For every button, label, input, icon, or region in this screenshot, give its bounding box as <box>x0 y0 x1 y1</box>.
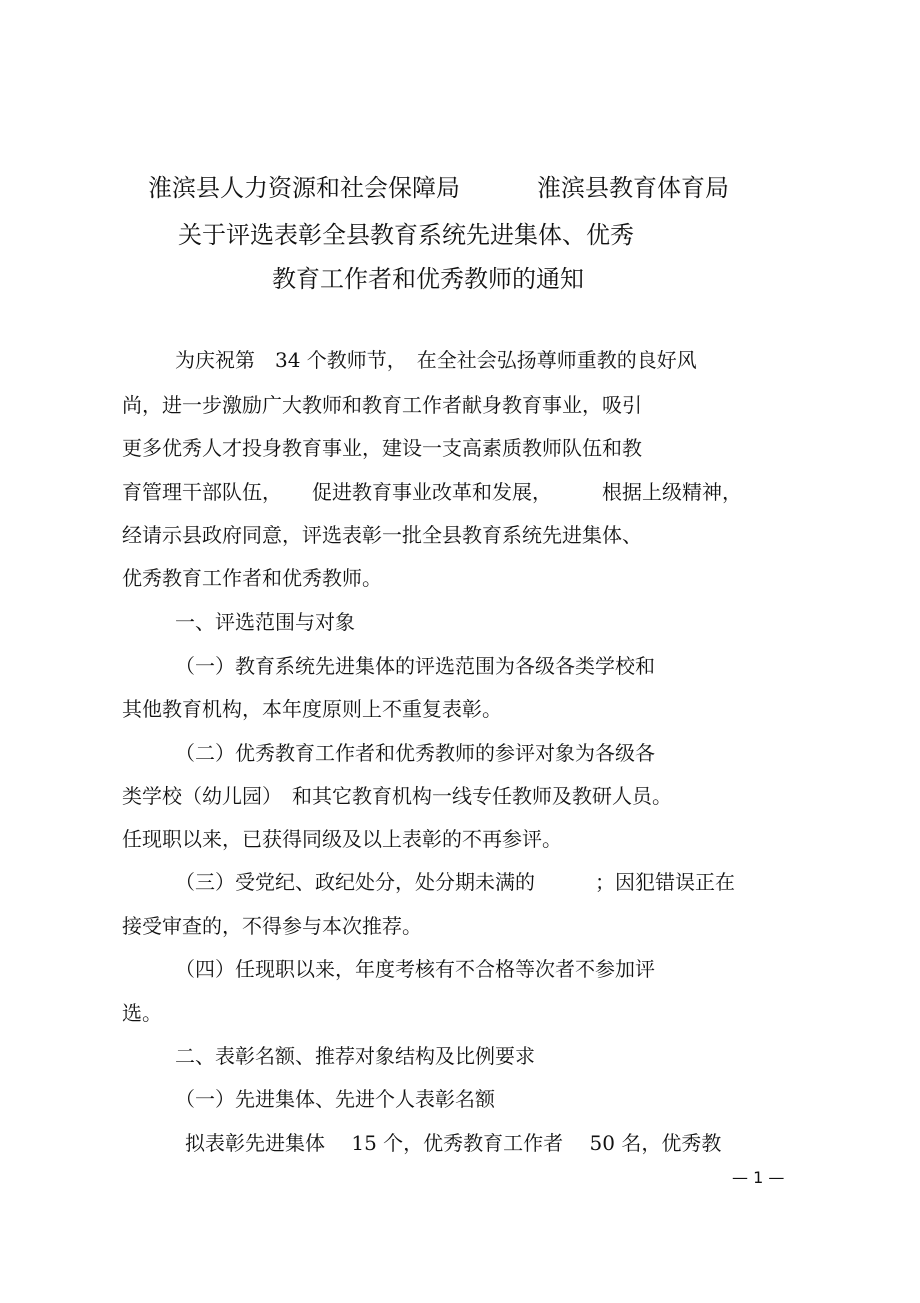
body-line: 更多优秀人才投身教育事业，建设一支高素质教师队伍和教 <box>122 436 642 460</box>
body-line: 类学校（幼儿园） 和其它教育机构一线专任教师及教研人员。 <box>122 784 672 808</box>
body-line: （一）教育系统先进集体的评选范围为各级各类学校和 <box>175 654 655 678</box>
issuer-hrss-bureau: 淮滨县人力资源和社会保障局 <box>148 174 460 202</box>
body-line: 经请示县政府同意，评选表彰一批全县教育系统先进集体、 <box>122 523 642 547</box>
body-line: 尚，进一步激励广大教师和教育工作者献身教育事业，吸引 <box>122 393 642 417</box>
notice-title-line-3: 教育工作者和优秀教师的通知 <box>272 265 584 293</box>
body-line: （三）受党纪、政纪处分，处分期未满的 ；因犯错误正在 <box>175 870 735 894</box>
body-line: 任现职以来，已获得同级及以上表彰的不再参评。 <box>122 827 562 851</box>
body-line: 选。 <box>122 1001 162 1025</box>
notice-title-line-2: 关于评选表彰全县教育系统先进集体、优秀 <box>178 221 634 249</box>
subsection-heading: （一）先进集体、先进个人表彰名额 <box>175 1087 495 1111</box>
section-heading-1: 一、评选范围与对象 <box>175 610 355 634</box>
issuer-education-bureau: 淮滨县教育体育局 <box>537 174 729 202</box>
page-number: — 1 — <box>732 1168 785 1187</box>
body-line: （四）任现职以来，年度考核有不合格等次者不参加评 <box>175 957 655 981</box>
body-line: 其他教育机构，本年度原则上不重复表彰。 <box>122 697 502 721</box>
section-heading-2: 二、表彰名额、推荐对象结构及比例要求 <box>175 1044 535 1068</box>
body-line: 优秀教育工作者和优秀教师。 <box>122 566 382 590</box>
body-line: 接受审查的，不得参与本次推荐。 <box>122 914 422 938</box>
body-line: 拟表彰先进集体 15 个，优秀教育工作者 50 名，优秀教 <box>185 1131 722 1155</box>
body-line: （二）优秀教育工作者和优秀教师的参评对象为各级各 <box>175 741 655 765</box>
body-line: 为庆祝第 34 个教师节， 在全社会弘扬尊师重教的良好风 <box>175 348 697 372</box>
body-line: 育管理干部队伍， 促进教育事业改革和发展， 根据上级精神， <box>122 480 742 504</box>
